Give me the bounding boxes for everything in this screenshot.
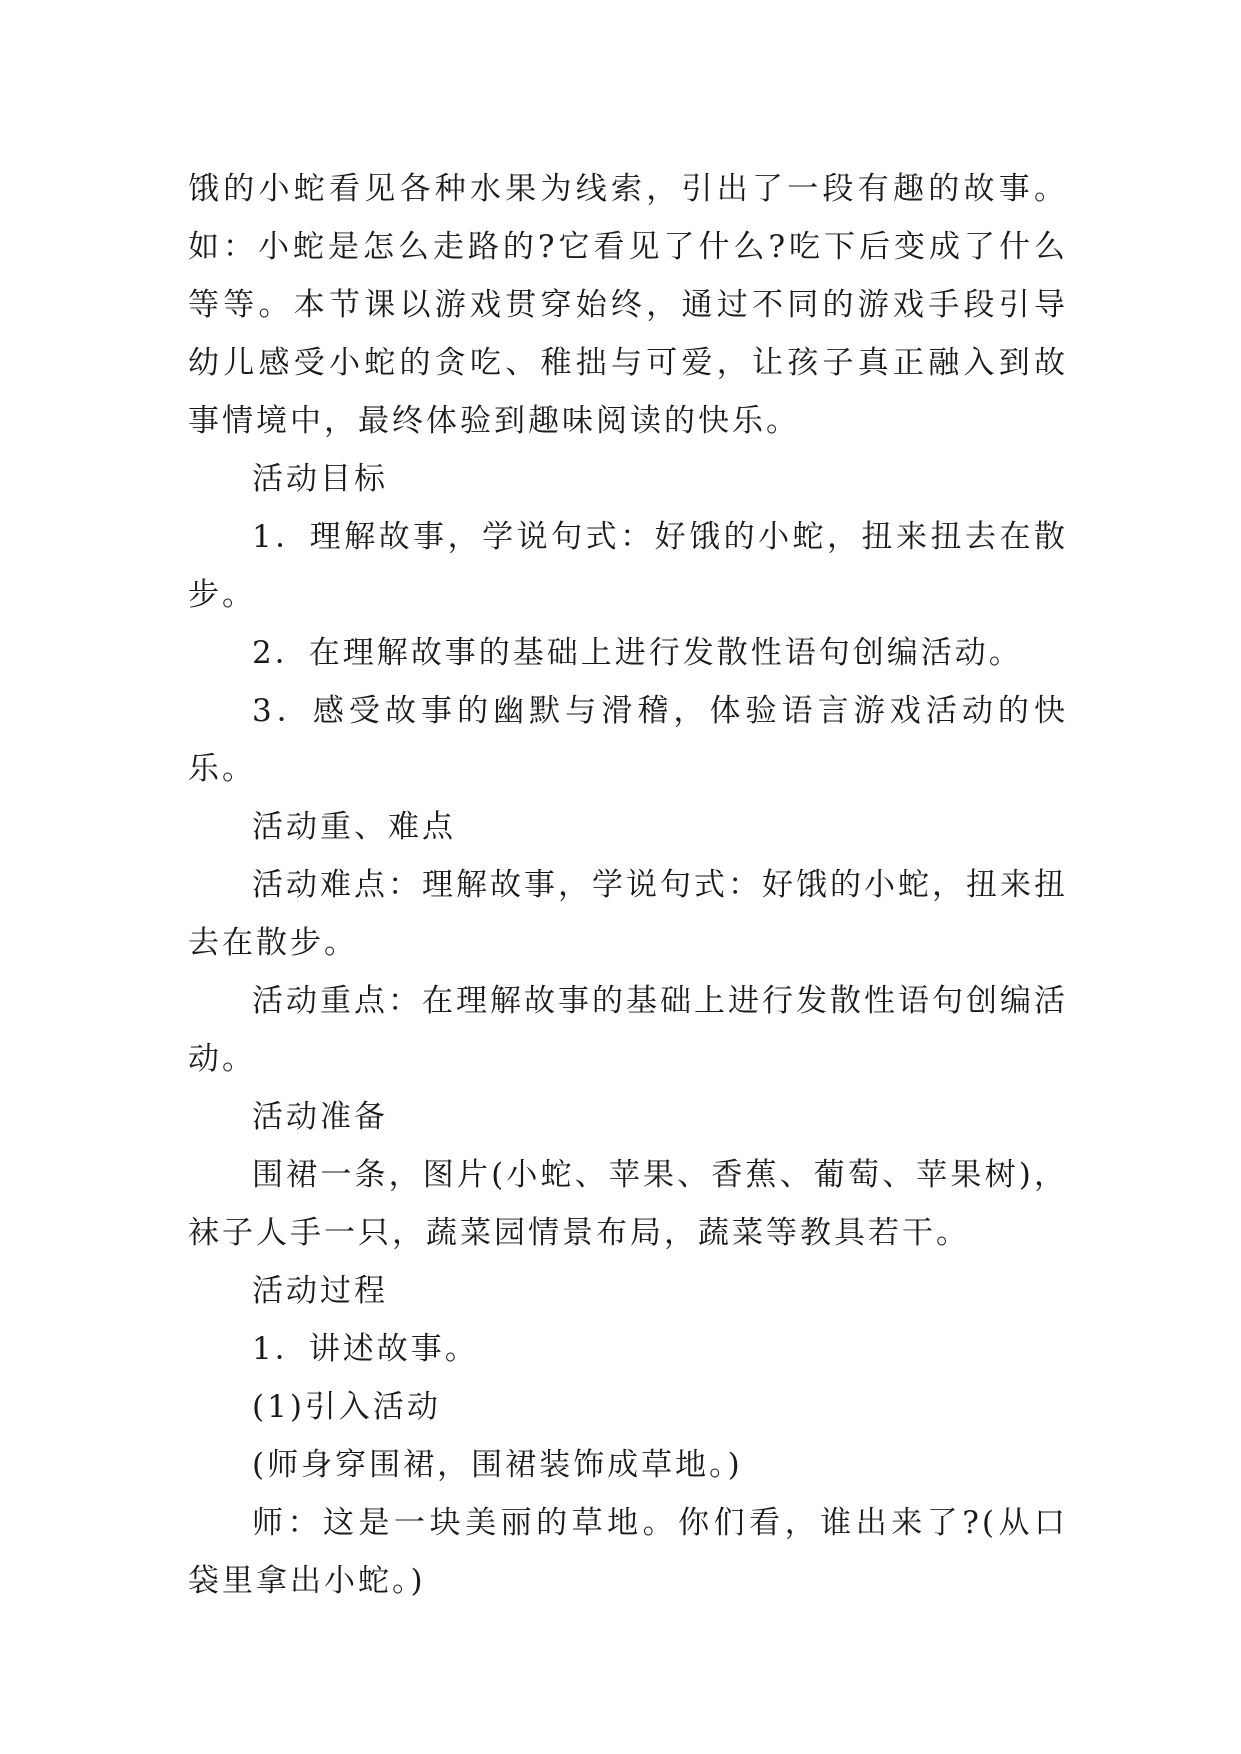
process-step-1: 1．讲述故事。 bbox=[252, 1331, 479, 1367]
section-heading-process: 活动过程 bbox=[252, 1273, 388, 1309]
process-substep-1: (1)引入活动 bbox=[252, 1389, 441, 1425]
section-heading-key-points: 活动重、难点 bbox=[252, 809, 456, 845]
document-page bbox=[188, 160, 1068, 1610]
stage-direction: (师身穿围裙，围裙装饰成草地。) bbox=[252, 1447, 743, 1483]
intro-paragraph: 饿的小蛇看见各种水果为线索，引出了一段有趣的故事。如：小蛇是怎么走路的?它看见了什么?吃下后变成了什么等等。本节课以游戏贯穿始终，通过不同的游戏手段引导幼儿感受小蛇的贪吃、稚拙与可爱，让孩子真正融入到故事情境中，最终体验到趣味阅读的快乐。 bbox=[188, 171, 1068, 439]
teacher-line: 师：这是一块美丽的草地。你们看，谁出来了?(从口袋里拿出小蛇。) bbox=[188, 1505, 1068, 1599]
difficult-point: 活动难点：理解故事，学说句式：好饿的小蛇，扭来扭去在散步。 bbox=[188, 867, 1068, 961]
key-point: 活动重点：在理解故事的基础上进行发散性语句创编活动。 bbox=[188, 983, 1068, 1077]
preparation-paragraph: 围裙一条，图片(小蛇、苹果、香蕉、葡萄、苹果树)，袜子人手一只，蔬菜园情景布局，蔬菜等教具若干。 bbox=[188, 1157, 1068, 1251]
section-heading-goals: 活动目标 bbox=[252, 461, 388, 497]
section-heading-preparation: 活动准备 bbox=[252, 1099, 388, 1135]
goal-item-3: 3．感受故事的幽默与滑稽，体验语言游戏活动的快乐。 bbox=[188, 693, 1068, 787]
goal-item-1: 1．理解故事，学说句式：好饿的小蛇，扭来扭去在散步。 bbox=[188, 519, 1068, 613]
goal-item-2: 2．在理解故事的基础上进行发散性语句创编活动。 bbox=[252, 635, 1023, 671]
